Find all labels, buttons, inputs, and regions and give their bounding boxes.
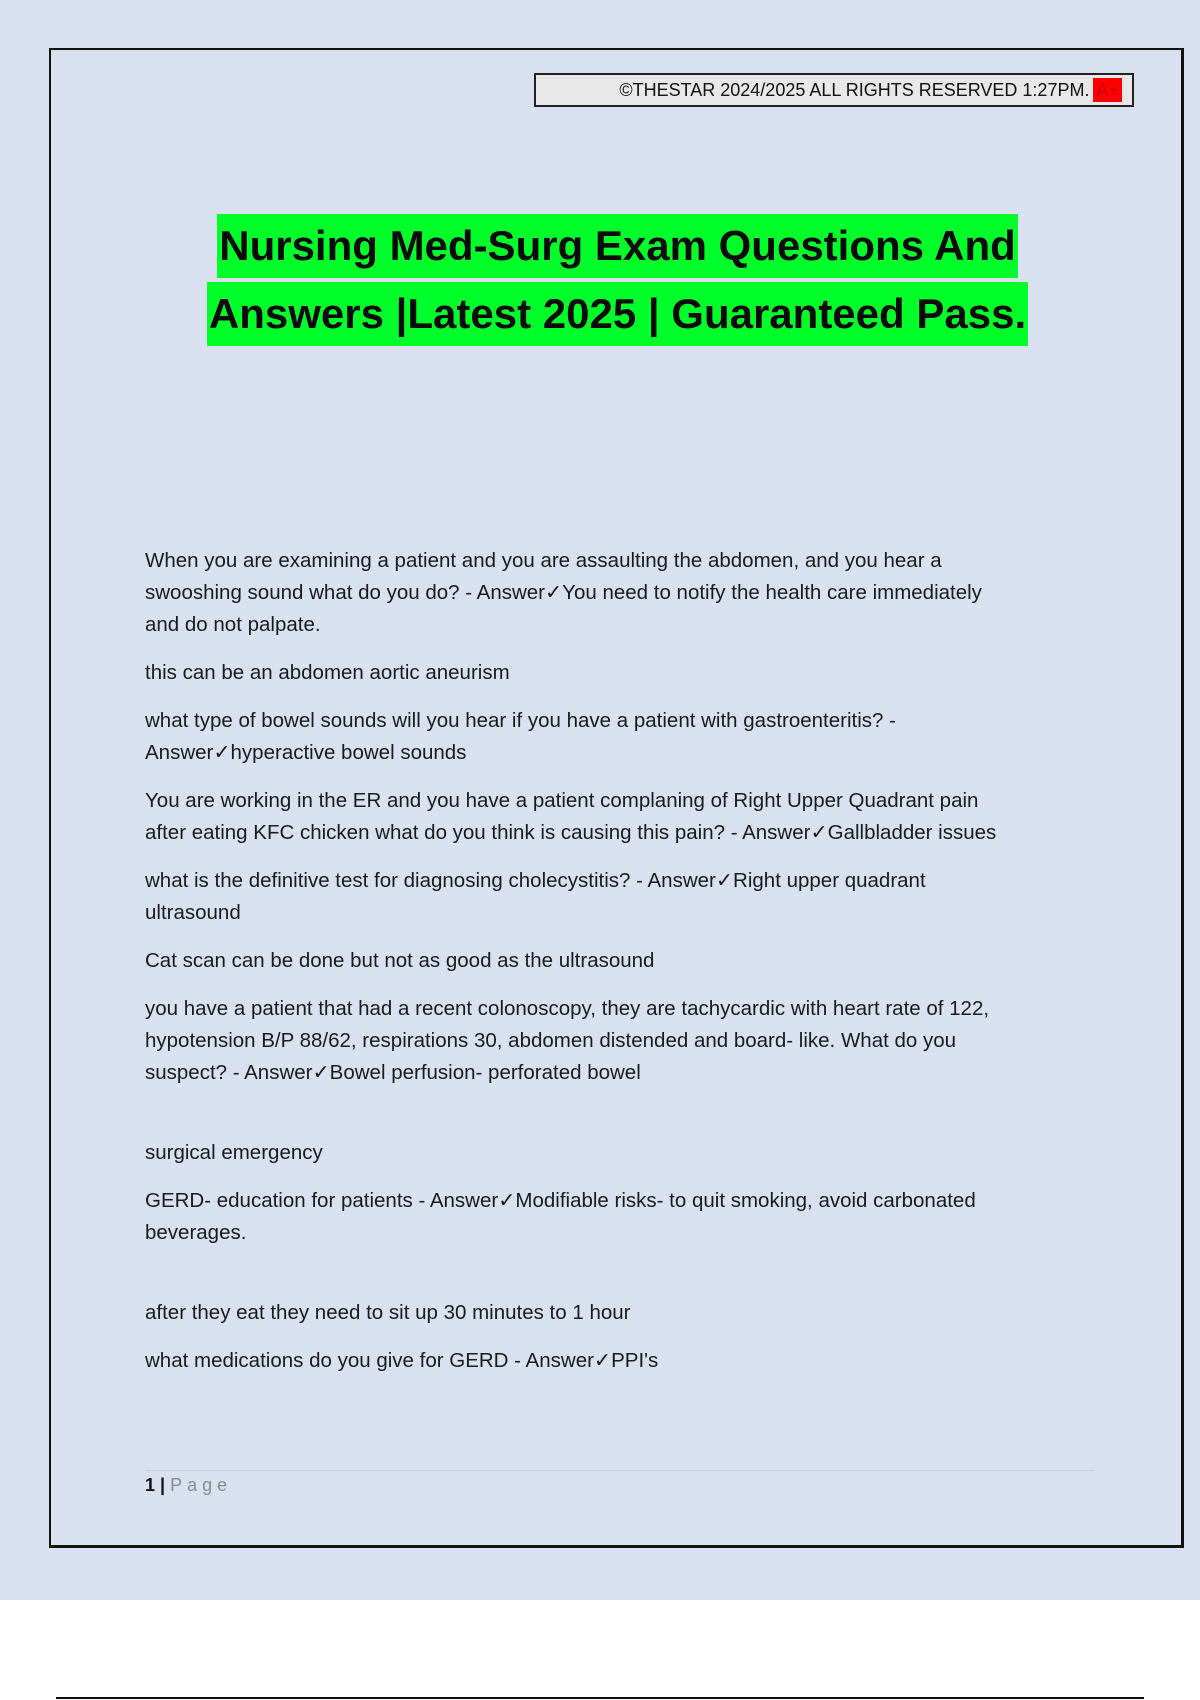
footer-divider: [145, 1470, 1095, 1471]
qa-content: [145, 545, 1085, 1377]
title-line-1: Nursing Med-Surg Exam Questions And: [217, 214, 1018, 278]
qa-paragraph: this can be an abdomen aortic aneurism: [145, 661, 510, 684]
qa-paragraph: Cat scan can be done but not as good as the ultrasound: [145, 949, 655, 972]
qa-paragraph: GERD- education for patients - Answer✓Modifiable risks- to quit smoking, avoid carbonated beverages.: [145, 1189, 976, 1244]
qa-paragraph: what medications do you give for GERD - Answer✓PPI's: [145, 1349, 659, 1372]
next-page-edge: [56, 1697, 1144, 1699]
qa-paragraph: surgical emergency: [145, 1141, 323, 1164]
page-number: 1: [145, 1475, 156, 1495]
qa-paragraph: after they eat they need to sit up 30 minutes to 1 hour: [145, 1301, 631, 1324]
qa-paragraph: what is the definitive test for diagnosing cholecystitis? - Answer✓Right upper quadrant ultrasound: [145, 869, 926, 924]
grade-badge: A+: [1093, 78, 1122, 102]
qa-paragraph: You are working in the ER and you have a patient complaning of Right Upper Quadrant pain after eating KFC chicken what do you think is causing this pain? - Answer✓Gallbladder issues: [145, 789, 997, 844]
page-separator: |: [160, 1475, 166, 1495]
copyright-header: [534, 73, 1134, 107]
copyright-text: ©THESTAR 2024/2025 ALL RIGHTS RESERVED 1:27PM.: [619, 79, 1090, 100]
page-label: Page: [170, 1475, 233, 1495]
qa-paragraph: what type of bowel sounds will you hear if you have a patient with gastroenteritis? - Answer✓hyperactive bowel sounds: [145, 709, 896, 764]
document-title: [100, 212, 1135, 348]
title-line-2: Answers |Latest 2025 | Guaranteed Pass.: [207, 282, 1028, 346]
qa-paragraph: you have a patient that had a recent colonoscopy, they are tachycardic with heart rate of 122, hypotension B/P 88/62, respirations 30, abdomen distended and board- like. What do you suspect? - Answer✓Bowel perfusion- perforated bowel: [145, 997, 990, 1084]
qa-paragraph: When you are examining a patient and you are assaulting the abdomen, and you hear a swooshing sound what do you do? - Answer✓You need to notify the health care immediately and do not palpate.: [145, 549, 982, 636]
page-footer: [145, 1473, 232, 1497]
